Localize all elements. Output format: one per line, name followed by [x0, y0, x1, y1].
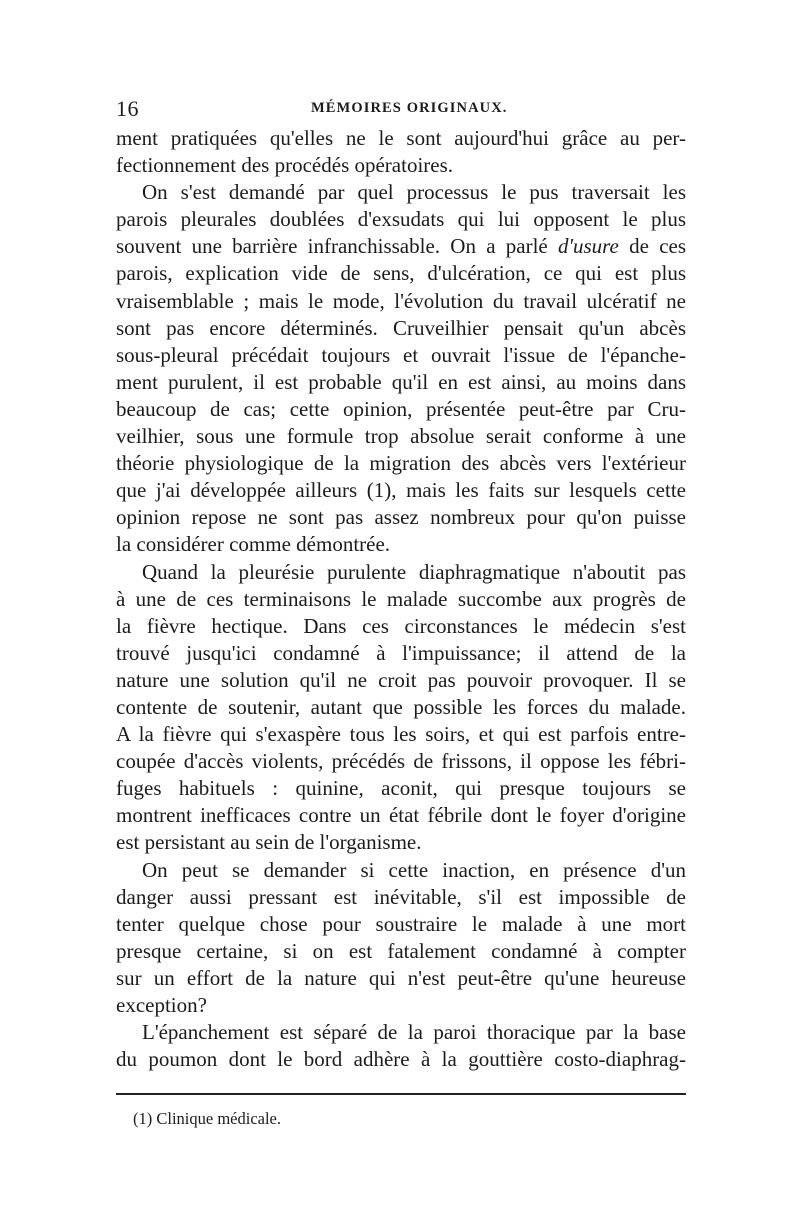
paragraph-start-line: L'épanchement est séparé de la paroi thoracique par la base [142, 1020, 686, 1045]
text-line: nature une solution qu'il ne croit pas pouvoir provoquer. Il se [116, 667, 686, 692]
text-line: A la fièvre qui s'exaspère tous les soirs, et qui est parfois entre- [116, 722, 686, 747]
text-line: tenter quelque chose pour soustraire le malade à une mort [116, 911, 686, 936]
paragraph-start-line: On s'est demandé par quel processus le pus traversait les [142, 180, 686, 205]
text-line: beaucoup de cas; cette opinion, présentée peut-être par Cru- [116, 396, 686, 421]
text-line: parois, explication vide de sens, d'ulcération, ce qui est plus [116, 261, 686, 286]
text-fragment: souvent une barrière infranchissable. On a parlé [116, 234, 548, 259]
text-line: presque certaine, si on est fatalement condamné à compter [116, 938, 686, 963]
text-line: coupée d'accès violents, précédés de frissons, il oppose les fébri- [116, 749, 686, 774]
text-line: ment pratiquées qu'elles ne le sont aujourd'hui grâce au per- [116, 126, 686, 150]
text-line: veilhier, sous une formule trop absolue serait conforme à une [116, 424, 686, 449]
footnote: (1) Clinique médicale. [133, 1109, 281, 1128]
italic-term: d'usure [557, 234, 619, 259]
running-title: MÉMOIRES ORIGINAUX. [311, 100, 508, 116]
paragraph-start-line: Quand la pleurésie purulente diaphragmatique n'aboutit pas [142, 559, 686, 584]
text-line [116, 233, 686, 260]
text-line: sur un effort de la nature qui n'est peut-être qu'une heureuse [116, 965, 686, 990]
text-line: montrent inefficaces contre un état fébrile dont le foyer d'origine [116, 803, 686, 828]
text-line: opinion repose ne sont pas assez nombreux pour qu'on puisse [116, 505, 686, 530]
text-line: trouvé jusqu'ici condamné à l'impuissance; il attend de la [116, 640, 686, 665]
text-line: exception? [116, 993, 207, 1017]
text-line: que j'ai développée ailleurs (1), mais les faits sur lesquels cette [116, 478, 686, 503]
text-line: contente de soutenir, autant que possible les forces du malade. [116, 694, 686, 719]
text-line: du poumon dont le bord adhère à la gouttière costo-diaphrag- [116, 1047, 686, 1072]
text-line: ment purulent, il est probable qu'il en est ainsi, au moins dans [116, 369, 686, 394]
text-line: la considérer comme démontrée. [116, 532, 391, 557]
body-text [116, 125, 686, 1073]
text-fragment: de ces [629, 234, 687, 259]
footnote-rule [116, 1093, 686, 1095]
text-line: théorie physiologique de la migration des abcès vers l'extérieur [116, 451, 686, 476]
text-line: fectionnement des procédés opératoires. [116, 153, 454, 178]
text-line: à une de ces terminaisons le malade succombe aux progrès de [116, 586, 686, 611]
text-line: parois pleurales doublées d'exsudats qui lui opposent le plus [116, 207, 686, 232]
running-head [116, 96, 686, 126]
text-line: sous-pleural précédait toujours et ouvrait l'issue de l'épanche- [116, 342, 686, 367]
text-line: sont pas encore déterminés. Cruveilhier pensait qu'un abcès [116, 315, 686, 340]
text-line: vraisemblable ; mais le mode, l'évolution du travail ulcératif ne [116, 288, 686, 313]
text-line: est persistant au sein de l'organisme. [116, 830, 422, 855]
page-number: 16 [116, 96, 139, 121]
paragraph-start-line: On peut se demander si cette inaction, en présence d'un [142, 857, 686, 882]
text-line: la fièvre hectique. Dans ces circonstances le médecin s'est [116, 613, 686, 638]
text-line: danger aussi pressant est inévitable, s'il est impossible de [116, 884, 686, 909]
text-line: fuges habituels : quinine, aconit, qui presque toujours se [116, 776, 686, 801]
